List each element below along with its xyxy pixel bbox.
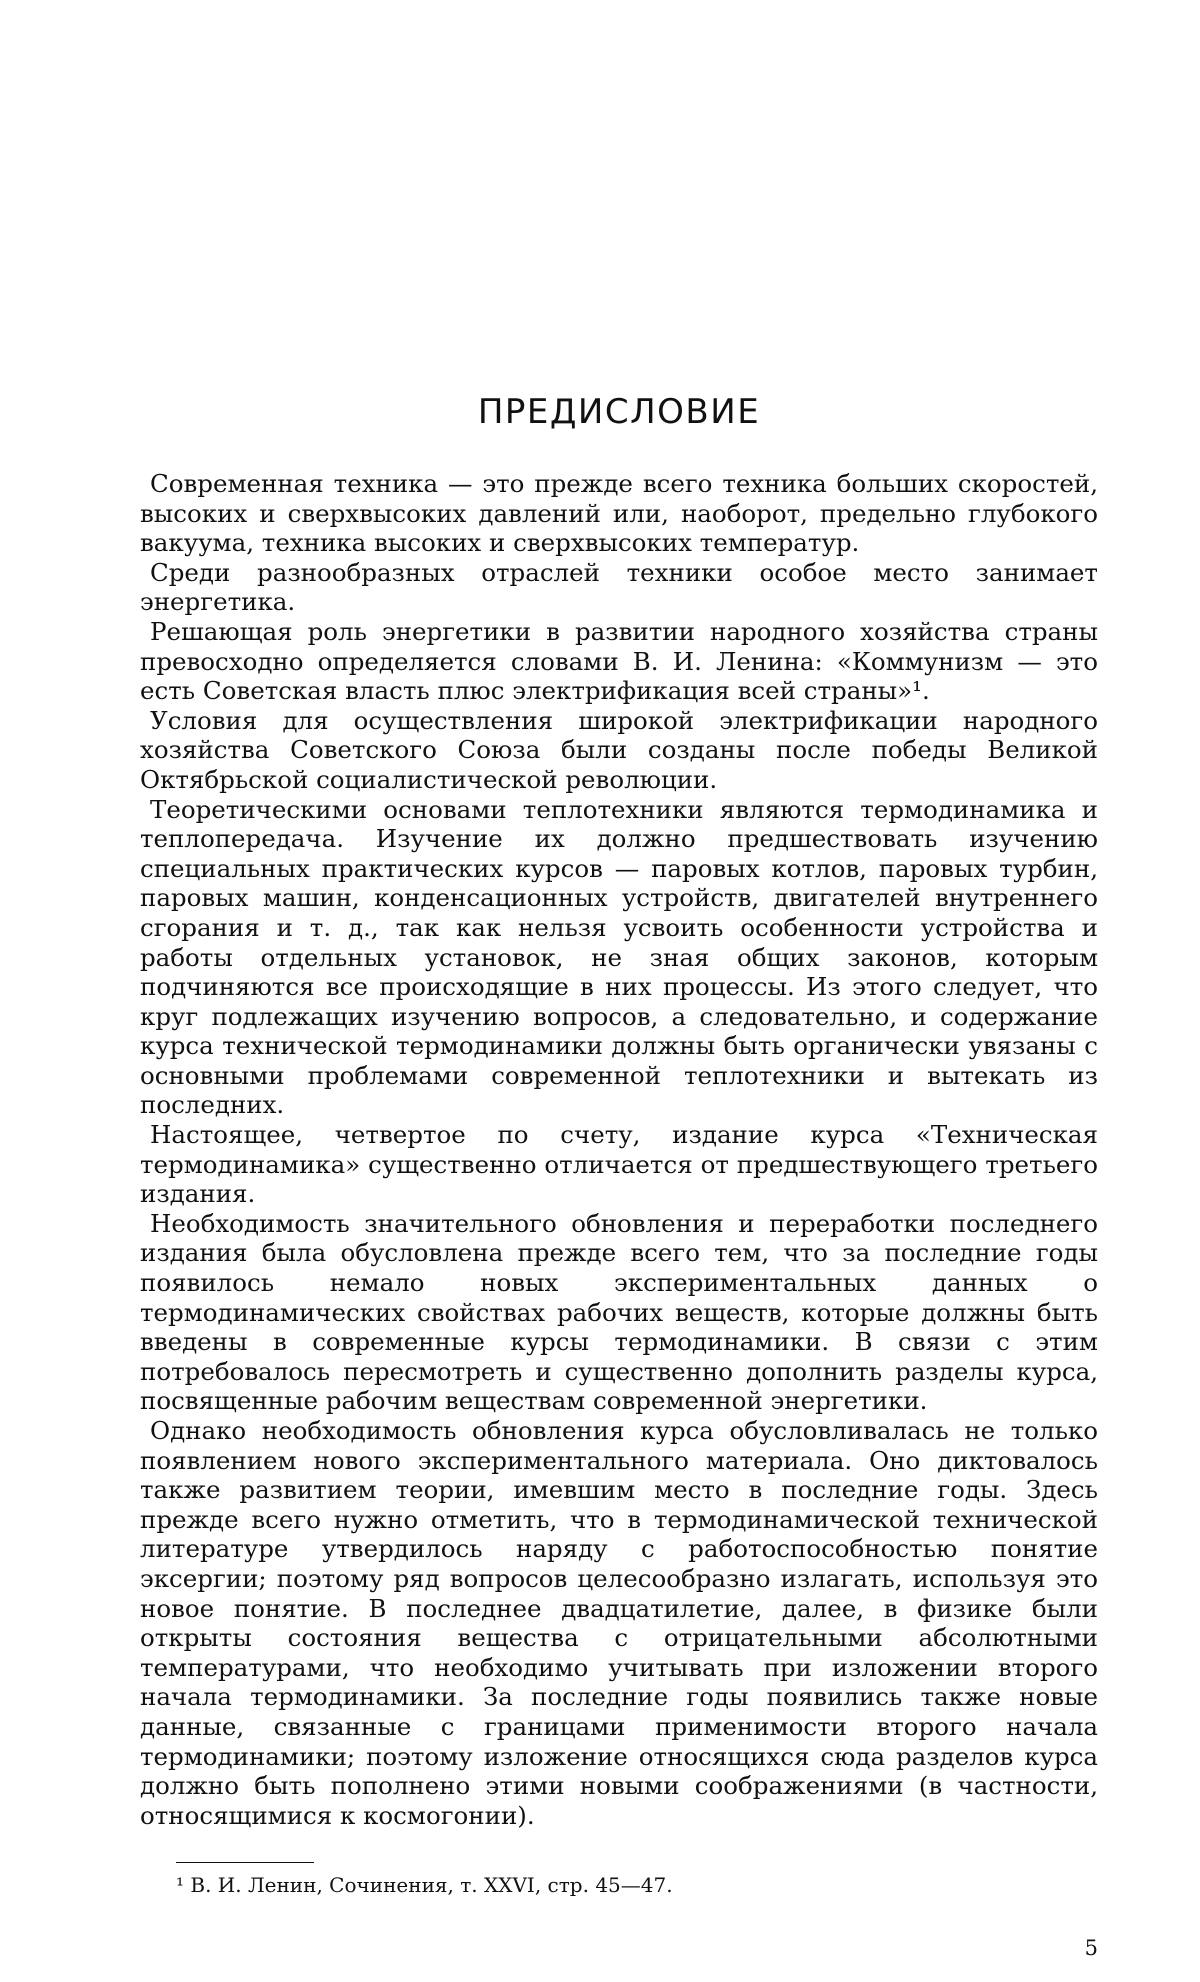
paragraph: Необходимость значительного обновления и переработки последнего издания была обусловлена прежде всего тем, что за последние годы появилось немало новых экспериментальных данных о термодинамических свойствах рабочих веществ, которые должны быть введены в современные курсы термодинамики. В связи с этим потребовалось пересмотреть и существенно дополнить разделы курса, посвященные рабочим веществам современной энергетики.: [140, 1208, 1098, 1416]
paragraph: Настоящее, четвертое по счету, издание курса «Техническая термодинамика» существенно отличается от предшествующего третьего издания.: [140, 1120, 1098, 1209]
book-page: [140, 0, 1098, 1982]
footnote-divider: [176, 1862, 314, 1863]
footnote: ¹ В. И. Ленин, Сочинения, т. XXVI, стр. 45—47.: [176, 1873, 673, 1897]
paragraph: Среди разнообразных отраслей техники особое место занимает энергетика.: [140, 557, 1098, 617]
paragraph: Однако необходимость обновления курса обусловливалась не только появлением нового экспериментального материала. Оно диктовалось также развитием теории, имевшим место в последние годы. Здесь прежде всего нужно отметить, что в термодинамической технической литературе утвердилось наряду с работоспособностью понятие эксергии; поэтому ряд вопросов целесообразно излагать, используя это новое понятие. В последнее двадцатилетие, далее, в физике были открыты состояния вещества с отрицательными абсолютными температурами, что необходимо учитывать при изложении второго начала термодинамики. За последние годы появились также новые данные, связанные с границами применимости второго начала термодинамики; поэтому изложение относящихся сюда разделов курса должно быть пополнено этими новыми соображениями (в частности, относящимися к космогонии).: [140, 1416, 1098, 1830]
paragraph: Условия для осуществления широкой электрификации народного хозяйства Советского Союза были созданы после победы Великой Октябрьской социалистической революции.: [140, 705, 1098, 794]
page-title: ПРЕДИСЛОВИЕ: [477, 392, 761, 432]
page-number: 5: [1084, 1936, 1098, 1960]
paragraph: Теоретическими основами теплотехники являются термодинамика и теплопередача. Изучение их должно предшествовать изучению специальных практических курсов — паровых котлов, паровых турбин, паровых машин, конденсационных устройств, двигателей внутреннего сгорания и т. д., так как нельзя усвоить особенности устройства и работы отдельных установок, не зная общих законов, которым подчиняются все происходящие в них процессы. Из этого следует, что круг подлежащих изучению вопросов, а следовательно, и содержание курса технической термодинамики должны быть органически увязаны с основными проблемами современной теплотехники и вытекать из последних.: [140, 794, 1098, 1120]
paragraph: Современная техника — это прежде всего техника больших скоростей, высоких и сверхвысоких давлений или, наоборот, предельно глубокого вакуума, техника высоких и сверхвысоких температур.: [140, 469, 1098, 558]
preface-body: [140, 469, 1098, 1830]
paragraph: Решающая роль энергетики в развитии народного хозяйства страны превосходно определяется словами В. И. Ленина: «Коммунизм — это есть Советская власть плюс электрификация всей страны»¹.: [140, 616, 1098, 706]
